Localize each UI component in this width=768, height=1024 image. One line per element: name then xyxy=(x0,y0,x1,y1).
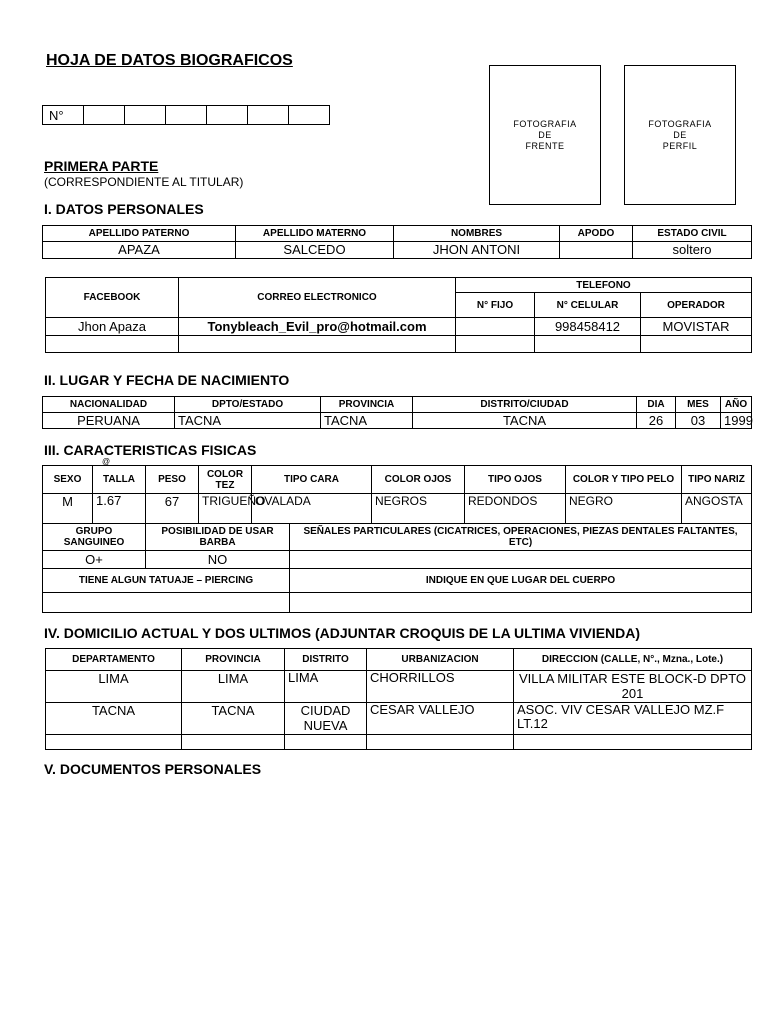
header-senales: SEÑALES PARTICULARES (CICATRICES, OPERACIONES, PIEZAS DENTALES FALTANTES, ETC) xyxy=(290,524,752,551)
value-provincia[interactable]: TACNA xyxy=(182,703,285,735)
header-provincia: PROVINCIA xyxy=(321,397,413,413)
value-fijo[interactable] xyxy=(456,318,535,336)
numero-cell[interactable] xyxy=(125,106,166,125)
contacto-table xyxy=(45,277,752,353)
domicilio-table xyxy=(45,648,752,750)
value-dia[interactable]: 26 xyxy=(637,413,676,429)
value-provincia[interactable]: TACNA xyxy=(321,413,413,429)
photo-front-line: DE xyxy=(538,129,552,140)
value-nombres[interactable]: JHON ANTONI xyxy=(394,242,560,259)
photo-front-line: FRENTE xyxy=(525,140,565,151)
numero-cell[interactable] xyxy=(207,106,248,125)
nacimiento-table xyxy=(42,396,752,429)
value-mes[interactable]: 03 xyxy=(676,413,721,429)
value-urbanizacion[interactable]: CHORRILLOS xyxy=(367,671,514,703)
empty-cell[interactable] xyxy=(535,336,641,353)
value-operador[interactable]: MOVISTAR xyxy=(641,318,752,336)
value-apodo[interactable] xyxy=(560,242,633,259)
photo-profile-box xyxy=(624,65,736,205)
header-direccion: DIRECCION (CALLE, N°., Mzna., Lote.) xyxy=(514,649,752,671)
value-peso[interactable]: 67 xyxy=(146,494,199,524)
datos-personales-table xyxy=(42,225,752,259)
value-apellido-paterno[interactable]: APAZA xyxy=(43,242,236,259)
value-departamento[interactable]: TACNA xyxy=(46,703,182,735)
document-title: HOJA DE DATOS BIOGRAFICOS xyxy=(46,52,293,69)
header-talla: TALLA xyxy=(93,466,146,494)
part-subtitle: (CORRESPONDIENTE AL TITULAR) xyxy=(44,175,244,189)
value-correo[interactable]: Tonybleach_Evil_pro@hotmail.com xyxy=(179,318,456,336)
value-estado-civil[interactable]: soltero xyxy=(633,242,752,259)
header-tatuaje: TIENE ALGUN TATUAJE – PIERCING xyxy=(43,569,290,593)
value-celular[interactable]: 998458412 xyxy=(535,318,641,336)
value-tipo-ojos[interactable]: REDONDOS xyxy=(465,494,566,524)
value-color-ojos[interactable]: NEGROS xyxy=(372,494,465,524)
empty-cell[interactable] xyxy=(179,336,456,353)
header-apellido-paterno: APELLIDO PATERNO xyxy=(43,226,236,242)
header-distrito: DISTRITO xyxy=(285,649,367,671)
header-celular: N° CELULAR xyxy=(535,293,641,318)
value-urbanizacion[interactable]: CESAR VALLEJO xyxy=(367,703,514,735)
header-peso: PESO xyxy=(146,466,199,494)
numero-label: N° xyxy=(43,106,84,125)
value-distrito[interactable]: CIUDAD NUEVA xyxy=(285,703,367,735)
value-distrito[interactable]: LIMA xyxy=(285,671,367,703)
header-color-ojos: COLOR OJOS xyxy=(372,466,465,494)
value-sexo[interactable]: M xyxy=(43,494,93,524)
value-talla[interactable]: 1.67 xyxy=(93,494,146,524)
header-pelo: COLOR Y TIPO PELO xyxy=(566,466,682,494)
value-nacionalidad[interactable]: PERUANA xyxy=(43,413,175,429)
header-color-tez: COLOR TEZ xyxy=(199,466,252,494)
header-operador: OPERADOR xyxy=(641,293,752,318)
header-distrito: DISTRITO/CIUDAD xyxy=(413,397,637,413)
value-nariz[interactable]: ANGOSTA xyxy=(682,494,752,524)
photo-front-line: FOTOGRAFIA xyxy=(513,118,577,129)
value-direccion[interactable]: ASOC. VIV CESAR VALLEJO MZ.F LT.12 xyxy=(514,703,752,735)
caracteristicas-table xyxy=(42,465,752,613)
empty-cell[interactable] xyxy=(285,735,367,750)
header-provincia: PROVINCIA xyxy=(182,649,285,671)
value-grupo-sanguineo[interactable]: O+ xyxy=(43,551,146,569)
numero-box xyxy=(42,105,330,125)
photo-profile-line: PERFIL xyxy=(662,140,698,151)
value-departamento[interactable]: LIMA xyxy=(46,671,182,703)
value-lugar-cuerpo[interactable] xyxy=(290,593,752,613)
value-color-tez[interactable]: TRIGUEÑO xyxy=(199,494,252,524)
header-tipo-cara: TIPO CARA xyxy=(252,466,372,494)
value-ano[interactable]: 1999 xyxy=(721,413,752,429)
empty-cell[interactable] xyxy=(182,735,285,750)
value-dpto[interactable]: TACNA xyxy=(175,413,321,429)
value-barba[interactable]: NO xyxy=(146,551,290,569)
header-mes: MES xyxy=(676,397,721,413)
header-estado-civil: ESTADO CIVIL xyxy=(633,226,752,242)
at-mark: @ xyxy=(102,457,111,466)
section-domicilio-title: IV. DOMICILIO ACTUAL Y DOS ULTIMOS (ADJUNTAR CROQUIS DE LA ULTIMA VIVIENDA) xyxy=(44,625,641,641)
numero-cell[interactable] xyxy=(84,106,125,125)
photo-profile-line: DE xyxy=(673,129,687,140)
header-correo: CORREO ELECTRONICO xyxy=(179,278,456,318)
header-urbanizacion: URBANIZACION xyxy=(367,649,514,671)
header-apodo: APODO xyxy=(560,226,633,242)
photo-profile-line: FOTOGRAFIA xyxy=(648,118,712,129)
value-pelo[interactable]: NEGRO xyxy=(566,494,682,524)
header-apellido-materno: APELLIDO MATERNO xyxy=(236,226,394,242)
value-tatuaje[interactable] xyxy=(43,593,290,613)
header-dia: DIA xyxy=(637,397,676,413)
value-facebook[interactable]: Jhon Apaza xyxy=(46,318,179,336)
value-provincia[interactable]: LIMA xyxy=(182,671,285,703)
numero-cell[interactable] xyxy=(166,106,207,125)
part-title: PRIMERA PARTE xyxy=(44,158,159,174)
header-facebook: FACEBOOK xyxy=(46,278,179,318)
header-fijo: N° FIJO xyxy=(456,293,535,318)
empty-cell[interactable] xyxy=(46,735,182,750)
section-documentos-title: V. DOCUMENTOS PERSONALES xyxy=(44,761,262,777)
value-senales[interactable] xyxy=(290,551,752,569)
header-sexo: SEXO xyxy=(43,466,93,494)
value-direccion[interactable]: VILLA MILITAR ESTE BLOCK-D DPTO 201 xyxy=(514,671,752,703)
value-apellido-materno[interactable]: SALCEDO xyxy=(236,242,394,259)
value-tipo-cara[interactable]: OVALADA xyxy=(252,494,372,524)
header-nombres: NOMBRES xyxy=(394,226,560,242)
header-ano: AÑO xyxy=(721,397,752,413)
numero-cell[interactable] xyxy=(289,106,330,125)
empty-cell[interactable] xyxy=(367,735,514,750)
photo-front-box xyxy=(489,65,601,205)
header-nariz: TIPO NARIZ xyxy=(682,466,752,494)
section-nacimiento-title: II. LUGAR Y FECHA DE NACIMIENTO xyxy=(44,372,290,388)
header-tipo-ojos: TIPO OJOS xyxy=(465,466,566,494)
header-departamento: DEPARTAMENTO xyxy=(46,649,182,671)
header-grupo-sanguineo: GRUPO SANGUINEO xyxy=(43,524,146,551)
empty-cell[interactable] xyxy=(514,735,752,750)
header-lugar-cuerpo: INDIQUE EN QUE LUGAR DEL CUERPO xyxy=(290,569,752,593)
header-barba: POSIBILIDAD DE USAR BARBA xyxy=(146,524,290,551)
empty-cell[interactable] xyxy=(456,336,535,353)
section-datos-personales-title: I. DATOS PERSONALES xyxy=(44,201,204,217)
header-nacionalidad: NACIONALIDAD xyxy=(43,397,175,413)
value-distrito[interactable]: TACNA xyxy=(413,413,637,429)
numero-cell[interactable] xyxy=(248,106,289,125)
empty-cell[interactable] xyxy=(46,336,179,353)
empty-cell[interactable] xyxy=(641,336,752,353)
header-dpto: DPTO/ESTADO xyxy=(175,397,321,413)
section-caracteristicas-title: III. CARACTERISTICAS FISICAS xyxy=(44,442,257,458)
header-telefono: TELEFONO xyxy=(456,278,752,293)
